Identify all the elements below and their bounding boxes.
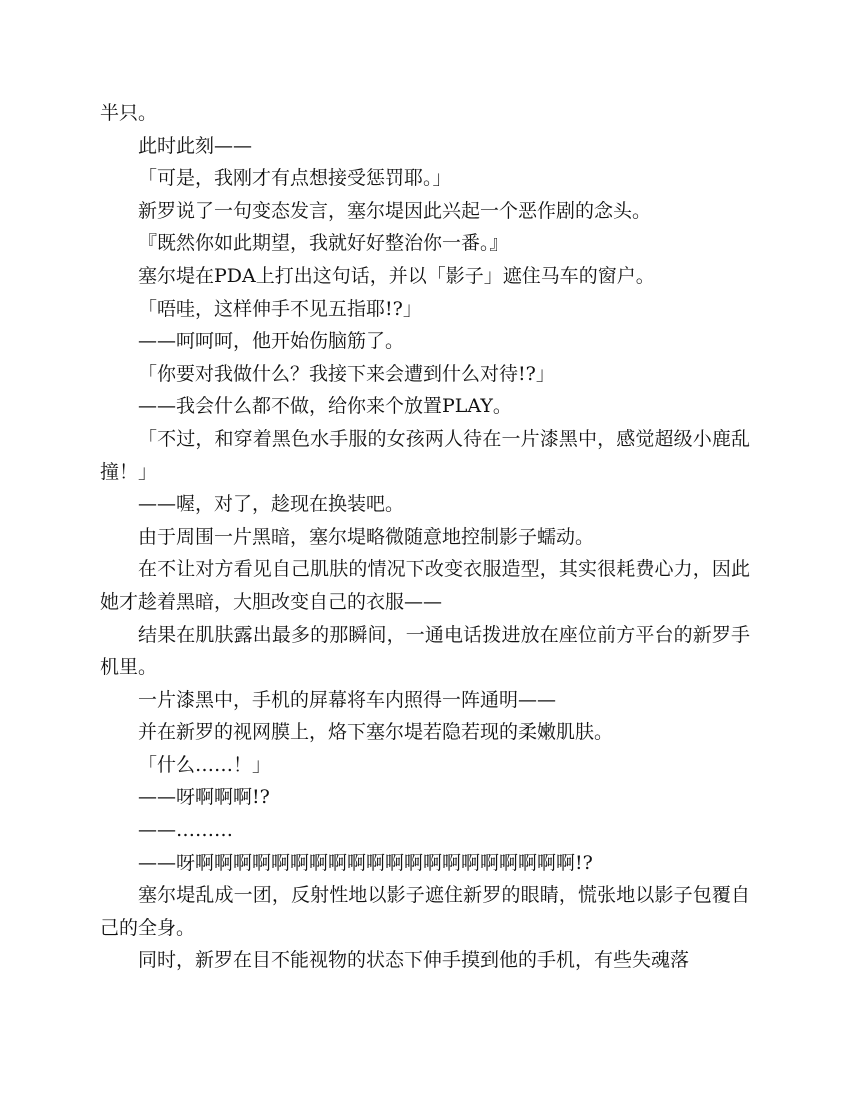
paragraph: ——……… — [138, 819, 233, 842]
paragraph: ——呀啊啊啊!? — [138, 786, 270, 809]
paragraph: 同时，新罗在目不能视物的状态下伸手摸到他的手机，有些失魂落 — [138, 949, 690, 972]
document-page — [100, 97, 750, 977]
paragraph: 塞尔堤乱成一团，反射性地以影子遮住新罗的眼睛，慌张地以影子包覆自己的全身。 — [100, 884, 750, 939]
paragraph: 塞尔堤在PDA上打出这句话，并以「影子」遮住马车的窗户。 — [138, 264, 655, 287]
paragraph: 「你要对我做什么？我接下来会遭到什么对待!?」 — [138, 362, 555, 385]
paragraph: 『既然你如此期望，我就好好整治你一番。』 — [138, 232, 509, 255]
paragraph: 「什么……！」 — [138, 753, 272, 776]
paragraph: 在不让对方看见自己肌肤的情况下改变衣服造型，其实很耗费心力，因此她才趁着黑暗，大胆改变自己的衣服—— — [100, 558, 750, 613]
paragraph: 「唔哇，这样伸手不见五指耶!?」 — [138, 297, 422, 320]
paragraph: ——我会什么都不做，给你来个放置PLAY。 — [138, 395, 512, 418]
paragraph: 结果在肌肤露出最多的那瞬间，一通电话拨进放在座位前方平台的新罗手机里。 — [100, 623, 750, 679]
paragraph: 此时此刻—— — [138, 134, 253, 157]
paragraph: 一片漆黑中，手机的屏幕将车内照得一阵通明—— — [138, 688, 557, 711]
paragraph: 半只。 — [100, 102, 158, 124]
paragraph: 「不过，和穿着黑色水手服的女孩两人待在一片漆黑中，感觉超级小鹿乱撞！」 — [100, 427, 750, 483]
paragraph: 「可是，我刚才有点想接受惩罚耶。」 — [138, 167, 452, 190]
paragraph: 新罗说了一句变态发言，塞尔堤因此兴起一个恶作剧的念头。 — [138, 199, 652, 222]
paragraph: ——呀啊啊啊啊啊啊啊啊啊啊啊啊啊啊啊啊啊啊啊啊!? — [138, 851, 593, 874]
paragraph: 由于周围一片黑暗，塞尔堤略微随意地控制影子蠕动。 — [138, 525, 595, 548]
paragraph: ——呵呵呵，他开始伤脑筋了。 — [138, 330, 405, 353]
paragraph: ——喔，对了，趁现在换装吧。 — [138, 493, 405, 516]
paragraph: 并在新罗的视网膜上，烙下塞尔堤若隐若现的柔嫩肌肤。 — [138, 721, 614, 744]
